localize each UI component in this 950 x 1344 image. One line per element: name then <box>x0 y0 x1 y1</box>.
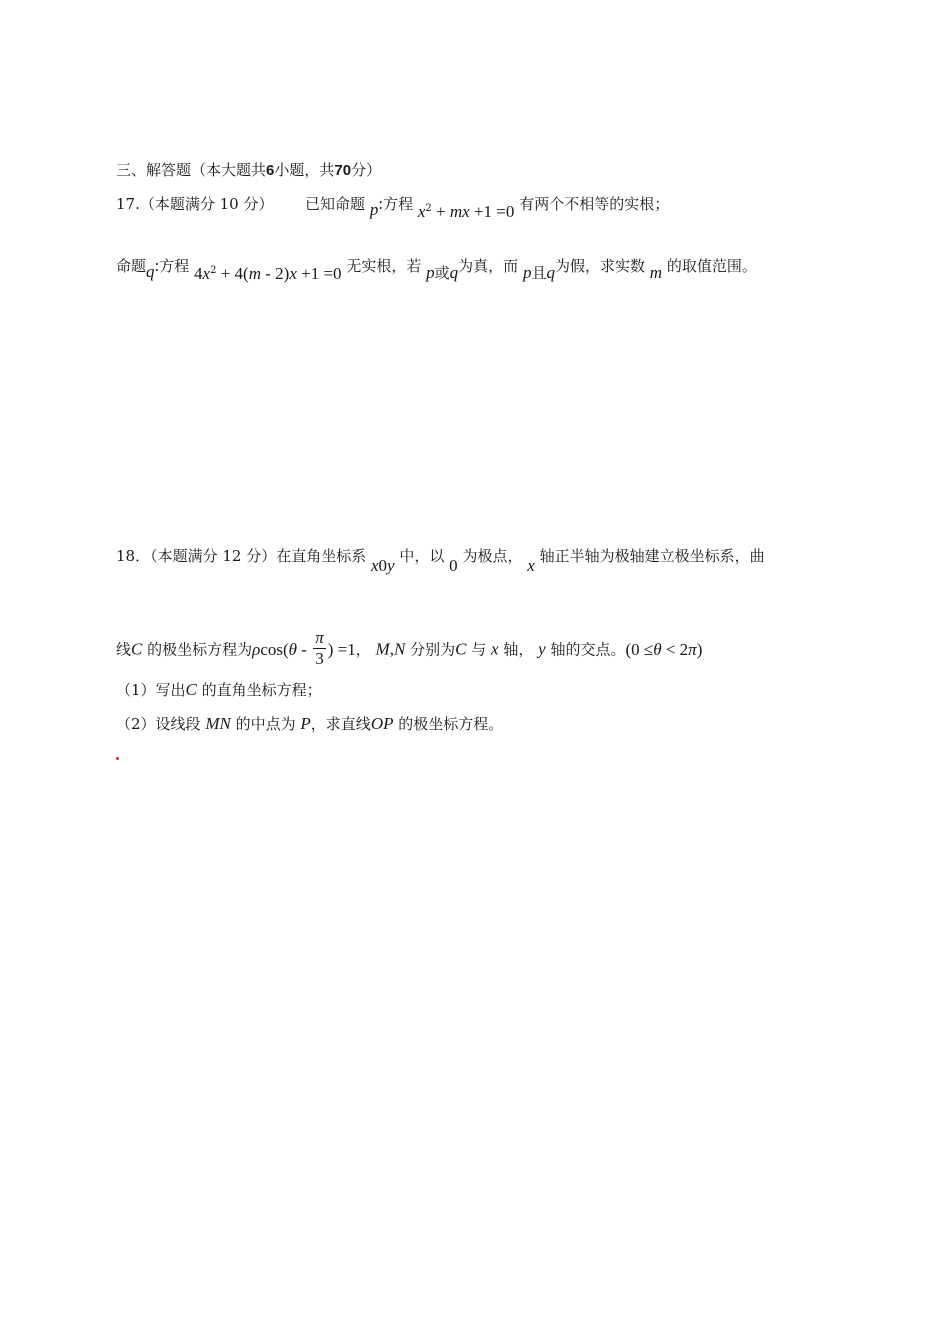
fraction-denominator: 3 <box>315 649 324 668</box>
question-18-line-1 <box>116 544 765 575</box>
sub2-text: （2）设线段 <box>116 715 201 733</box>
q18-text: 分别为 <box>410 640 456 659</box>
proposition-q: q <box>146 262 155 281</box>
q17-text: 有两个不相等的实根； <box>519 195 670 213</box>
theta-symbol: θ <box>288 639 298 659</box>
sys-0: 0 <box>378 556 388 575</box>
q17-text: 为假，求实数 <box>554 257 645 275</box>
sub2-text: 的中点为 <box>235 715 296 733</box>
q18-text: 轴， <box>503 640 534 659</box>
q18-text: 轴的交点。 <box>550 640 626 659</box>
rho-symbol: ρ <box>252 639 261 659</box>
minus-sign: - <box>297 639 312 659</box>
and-word: 且 <box>531 264 547 282</box>
heading-text-mid: 小题，共 <box>274 161 335 179</box>
q18-text: 的极坐标方程为 <box>147 640 253 659</box>
comma: , <box>389 639 394 659</box>
curve-C: C <box>131 639 143 659</box>
question-18-line-2 <box>116 630 702 671</box>
stray-mark <box>116 757 119 760</box>
point-P: P <box>300 714 311 733</box>
q17-text: 的取值范围。 <box>666 257 757 275</box>
variable-m: m <box>649 263 663 282</box>
sub2-text: 的极坐标方程。 <box>398 715 504 733</box>
q17-text: 方程 <box>159 257 190 275</box>
sys-x: x <box>371 556 379 575</box>
heading-text-end: 分） <box>351 161 382 179</box>
eq2-x: x <box>202 264 211 283</box>
q18-text: 中，以 <box>399 547 445 565</box>
coordinate-system <box>371 557 395 575</box>
q17-text: 已知命题 <box>305 195 366 213</box>
sub1-text: 的直角坐标方程； <box>201 681 322 699</box>
q17-text: 命题 <box>116 257 147 275</box>
proposition-p: p <box>369 200 379 219</box>
q18-text: 与 <box>471 640 487 659</box>
question-17-line-2 <box>116 254 757 283</box>
q17-text: 方程 <box>383 195 414 213</box>
fraction-numerator: π <box>315 628 324 647</box>
range-part: (0 ≤ <box>625 639 654 659</box>
eq2-x: x <box>289 264 297 283</box>
y-axis-symbol: y <box>538 639 546 659</box>
equation-end: ) =1 <box>327 639 356 659</box>
theta-range <box>625 641 702 659</box>
question-18-label: 18．（本题满分 12 分）在直角坐标系 <box>116 547 367 565</box>
heading-score: 70 <box>334 162 352 179</box>
q17-text: 无实根，若 <box>346 257 422 275</box>
q17-text: 为真，而 <box>458 257 519 275</box>
eq1-mx: mx <box>449 202 470 221</box>
range-part: < 2 <box>661 639 689 659</box>
sub2-text: ，求直线 <box>310 715 371 733</box>
range-part: ) <box>696 639 703 659</box>
eq2-exponent: 2 <box>210 265 217 276</box>
polar-equation <box>252 628 356 668</box>
sys-y: y <box>387 556 395 575</box>
question-17-line-1 <box>116 192 670 221</box>
pi-over-three <box>313 628 326 669</box>
p-or-q <box>426 264 458 282</box>
x-axis-symbol: x <box>491 639 499 659</box>
cos-function: cos( <box>260 639 289 659</box>
eq2-m: m <box>248 264 261 283</box>
pole-origin: 0 <box>449 556 458 575</box>
p-and-q <box>523 264 555 282</box>
or-word: 或 <box>434 264 450 282</box>
eq1-exponent: 2 <box>425 203 432 214</box>
segment-MN: MN <box>205 714 231 733</box>
or-q: q <box>449 263 459 282</box>
point-M: M <box>375 639 390 659</box>
point-N: N <box>393 639 406 659</box>
eq1-tail: +1 =0 <box>469 202 515 221</box>
q17-colon: : <box>154 256 160 275</box>
q18-text: ， <box>355 640 371 659</box>
heading-text: 三、解答题（本大题共 <box>116 161 267 179</box>
and-q: q <box>546 263 555 282</box>
x-axis-symbol: x <box>527 556 535 575</box>
q18-text: 为极点， <box>462 547 523 565</box>
pi-symbol: π <box>688 639 697 659</box>
eq1-plus: + <box>431 202 450 221</box>
curve-C: C <box>185 680 197 699</box>
line-OP: OP <box>370 714 394 733</box>
q18-text: 轴正半轴为极轴建立极坐标系，曲 <box>539 547 765 565</box>
section-heading <box>116 158 381 183</box>
eq2-part: - 2) <box>261 264 290 283</box>
eq2-part: + 4( <box>216 264 249 283</box>
equation-1 <box>418 203 519 221</box>
curve-C: C <box>455 639 467 659</box>
eq2-tail: +1 =0 <box>296 264 342 283</box>
q18-text: 线 <box>116 640 132 659</box>
theta-symbol: θ <box>653 639 662 659</box>
eq1-x: x <box>417 202 426 221</box>
sub1-text: （1）写出 <box>116 681 186 699</box>
question-18-part-1 <box>116 678 322 702</box>
equation-2 <box>194 265 346 283</box>
eq2-coef: 4 <box>194 264 203 283</box>
or-p: p <box>426 263 435 282</box>
question-17-label: 17.（本题满分 10 分） <box>116 195 274 213</box>
question-18-part-2 <box>116 712 503 736</box>
q17-colon: : <box>378 194 384 213</box>
heading-count: 6 <box>266 162 275 179</box>
and-p: p <box>522 263 532 282</box>
